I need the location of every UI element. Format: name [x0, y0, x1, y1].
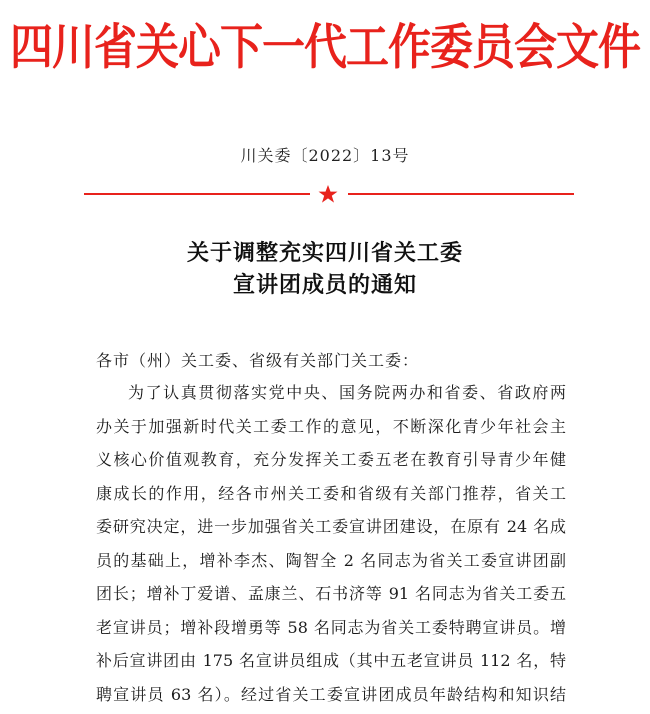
separator-line-right — [348, 193, 574, 195]
body-line: 义核心价值观教育，充分发挥关工委五老在教育引导青少年健 — [96, 450, 566, 469]
salutation: 各市（州）关工委、省级有关部门关工委： — [96, 351, 420, 370]
body-line: 老宣讲员；增补段增勇等 58 名同志为省关工委特聘宣讲员。增 — [96, 617, 566, 637]
body-line: 补后宣讲团由 175 名宣讲员组成（其中五老宣讲员 112 名，特 — [96, 651, 566, 670]
body-line: 员的基础上，增补李杰、陶智全 2 名同志为省关工委宣讲团副 — [96, 550, 566, 570]
body-paragraph — [96, 376, 566, 711]
notice-title — [0, 238, 650, 302]
notice-title-line-1: 关于调整充实四川省关工委 — [186, 241, 463, 266]
separator-line-left — [84, 193, 310, 195]
red-separator — [84, 184, 574, 204]
body-line: 康成长的作用，经各市州关工委和省级有关部门推荐，省关工 — [96, 483, 566, 503]
red-star-icon — [317, 184, 339, 204]
document-header-title: 四川省关心下一代工作委员会文件 — [10, 19, 640, 76]
body-line: 为了认真贯彻落实党中央、国务院两办和省委、省政府两 — [128, 383, 566, 402]
document-number: 川关委〔2022〕13号 — [240, 146, 410, 165]
body-line: 办关于加强新时代关工委工作的意见，不断深化青少年社会主 — [96, 416, 566, 436]
notice-title-line-2: 宣讲团成员的通知 — [232, 273, 417, 298]
body-line: 委研究决定，进一步加强省关工委宣讲团建设，在原有 24 名成 — [96, 517, 566, 536]
body-line: 团长；增补丁爱谱、孟康兰、石书济等 91 名同志为省关工委五 — [96, 584, 566, 603]
body-line: 聘宣讲员 63 名）。经过省关工委宣讲团成员年龄结构和知识结 — [96, 684, 566, 704]
